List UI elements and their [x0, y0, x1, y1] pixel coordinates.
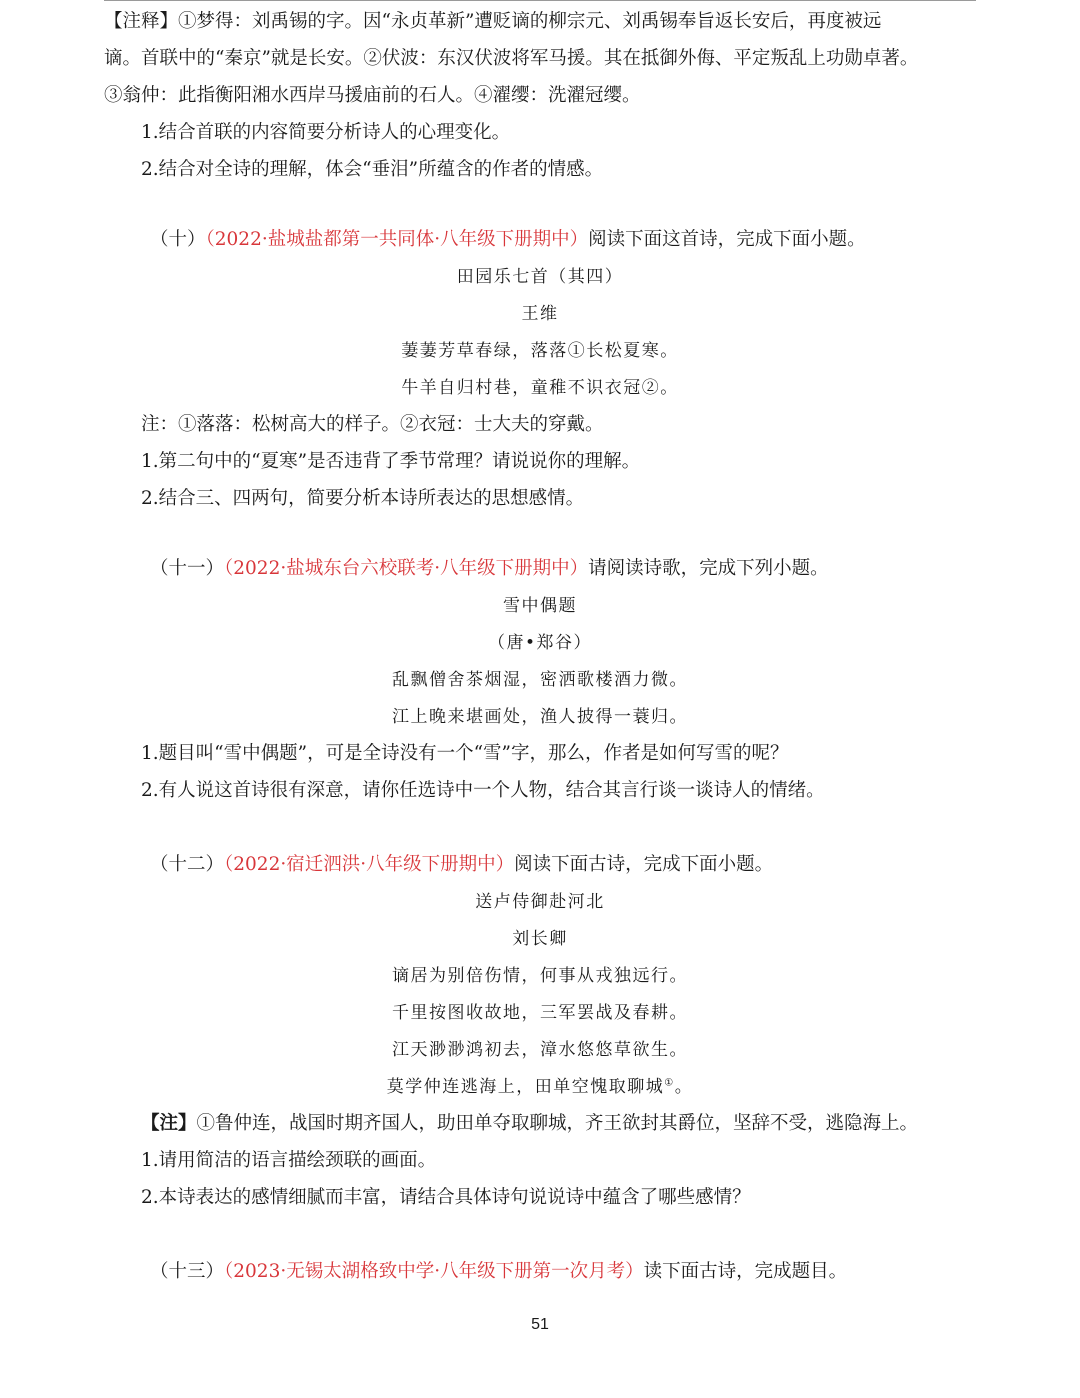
section-12-heading: [150, 852, 773, 878]
section-11-heading: [150, 556, 829, 582]
intro-question-2: 2.结合对全诗的理解，体会“垂泪”所蕴含的作者的情感。: [141, 159, 604, 180]
poem-line: [0, 1074, 1080, 1100]
page-number: 51: [531, 1316, 549, 1333]
poem-line-text: 莫学仲连逃海上，田单空愧取聊城: [386, 1077, 665, 1097]
note-text: ①鲁仲连，战国时期齐国人，助田单夺取聊城，齐王欲封其爵位，坚辞不受，逃隐海上。: [196, 1113, 919, 1134]
intro-question-1: 1.结合首联的内容简要分析诗人的心理变化。: [141, 122, 511, 143]
poem-line: 谪居为别倍伤情，何事从戎独远行。: [392, 966, 688, 986]
poem-title: 田园乐七首（其四）: [456, 267, 624, 287]
question-2: 2.本诗表达的感情细腻而丰富，请结合具体诗句说说诗中蕴含了哪些感情？: [141, 1187, 751, 1208]
notes-line-1: 【注释】①梦得：刘禹锡的字。因“永贞革新”遭贬谪的柳宗元、刘禹锡奉旨返长安后，再度被远: [104, 11, 882, 32]
poem-line-end: 。: [674, 1077, 694, 1097]
section-number: （十二）: [150, 854, 225, 875]
notes-line-3: ③翁仲：此指衡阳湘水西岸马援庙前的石人。④濯缨：洗濯冠缨。: [104, 85, 641, 106]
section-10-heading: [150, 227, 866, 253]
exam-source: （2022·盐城盐都第一共同体·八年级下册期中）: [205, 229, 589, 250]
question-1: 1.请用简洁的语言描绘颈联的画面。: [141, 1150, 437, 1171]
instruction: 阅读下面这首诗，完成下面小题。: [588, 229, 866, 250]
poem-title: 送卢侍御赴河北: [475, 892, 605, 912]
poem-note: 注：①落落：松树高大的样子。②衣冠：士大夫的穿戴。: [141, 414, 604, 435]
poem-author: 刘长卿: [512, 929, 568, 949]
section-number: （十）: [150, 229, 206, 250]
exam-source: （2022·盐城东台六校联考·八年级下册期中）: [224, 558, 589, 579]
section-number: （十三）: [150, 1261, 225, 1282]
footnote-marker: ①: [664, 1077, 675, 1089]
poem-author: （唐•郑谷）: [487, 633, 593, 653]
section-number: （十一）: [150, 558, 225, 579]
section-13-heading: [150, 1259, 847, 1285]
instruction: 阅读下面古诗，完成下面小题。: [514, 854, 774, 875]
note-label: 【注】: [141, 1113, 197, 1134]
poem-note: [141, 1111, 918, 1137]
question-1: 1.第二句中的“夏寒”是否违背了季节常理？请说说你的理解。: [141, 451, 641, 472]
poem-title: 雪中偶题: [503, 596, 577, 616]
instruction: 读下面古诗，完成题目。: [643, 1261, 848, 1282]
poem-line: 江天渺渺鸿初去，漳水悠悠草欲生。: [392, 1040, 688, 1060]
poem-author: 王维: [521, 304, 559, 324]
poem-line: 江上晚来堪画处，渔人披得一蓑归。: [392, 707, 688, 727]
exam-source: （2023·无锡太湖格致中学·八年级下册第一次月考）: [224, 1261, 644, 1282]
poem-line: 牛羊自归村巷，童稚不识衣冠②。: [401, 378, 679, 398]
top-rule: [104, 0, 976, 1]
question-2: 2.有人说这首诗很有深意，请你任选诗中一个人物，结合其言行谈一谈诗人的情绪。: [141, 780, 825, 801]
notes-line-2: 谪。首联中的“秦京”就是长安。②伏波：东汉伏波将军马援。其在抵御外侮、平定叛乱上功勋卓著。: [104, 48, 919, 69]
question-2: 2.结合三、四两句，简要分析本诗所表达的思想感情。: [141, 488, 585, 509]
poem-line: 千里按图收故地，三军罢战及春耕。: [392, 1003, 688, 1023]
poem-line: 乱飘僧舍茶烟湿，密洒歌楼酒力微。: [392, 670, 688, 690]
poem-line: 萋萋芳草春绿，落落①长松夏寒。: [401, 341, 679, 361]
question-1: 1.题目叫“雪中偶题”，可是全诗没有一个“雪”字，那么，作者是如何写雪的呢？: [141, 743, 789, 764]
exam-source: （2022·宿迁泗洪·八年级下册期中）: [224, 854, 515, 875]
instruction: 请阅读诗歌，完成下列小题。: [588, 558, 829, 579]
